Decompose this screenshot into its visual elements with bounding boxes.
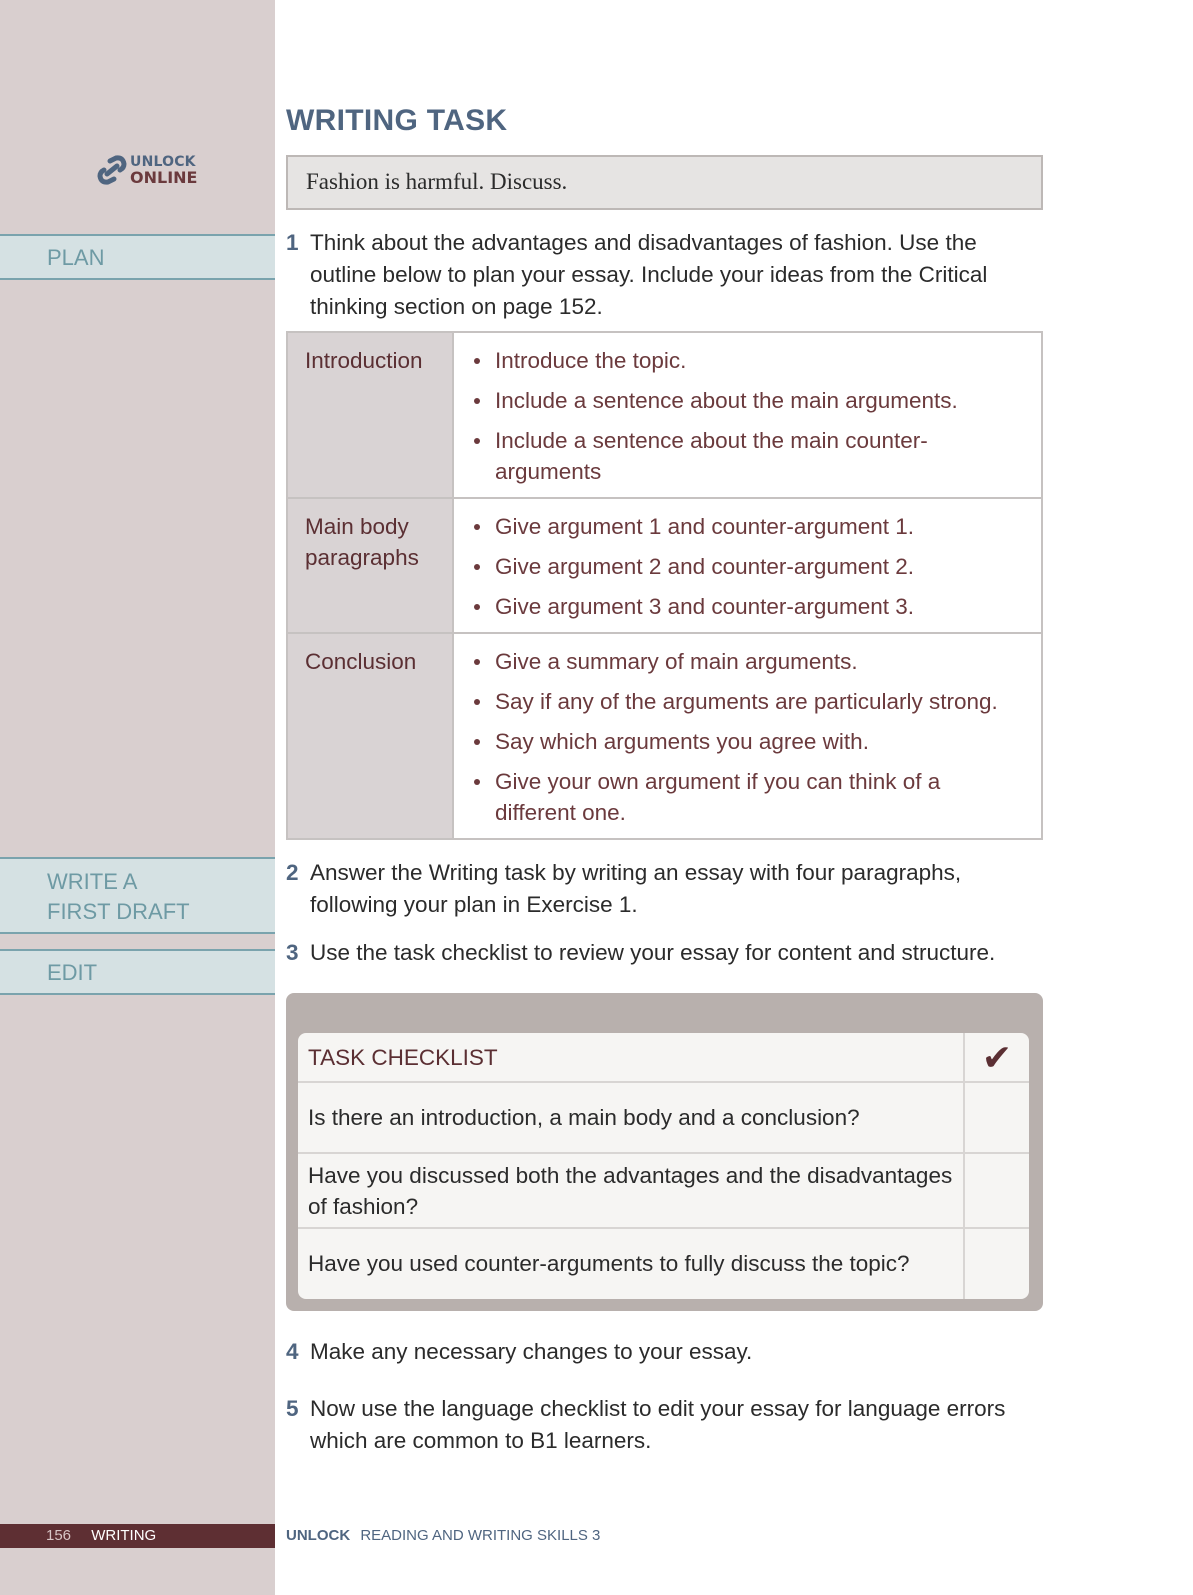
plan-row-main-body (287, 498, 1042, 633)
section-name: WRITING (91, 1527, 157, 1544)
sidebar-tab-plan[interactable] (0, 234, 275, 280)
plan-row-items (453, 633, 1042, 839)
exercise-text: Answer the Writing task by writing an essay with four paragraphs, following your plan in Exercise 1. (310, 860, 962, 917)
page-footer-left (0, 1524, 275, 1548)
exercise-number: 4 (286, 1339, 299, 1364)
sidebar (0, 0, 275, 1595)
page-footer-right (286, 1526, 600, 1546)
plan-item: Include a sentence about the main counter-arguments (471, 425, 1024, 487)
sidebar-tab-label: EDIT (47, 960, 98, 985)
exercise-4 (286, 1336, 1046, 1368)
exercise-number: 5 (286, 1396, 299, 1421)
logo-line1: UNLOCK (130, 154, 196, 170)
checklist-question: Have you discussed both the advantages and the disadvantages of fashion? (298, 1154, 963, 1228)
plan-row-introduction (287, 332, 1042, 498)
sidebar-tab-edit[interactable] (0, 949, 275, 995)
writing-prompt: Fashion is harmful. Discuss. (306, 169, 568, 194)
task-checklist (298, 1033, 1029, 1299)
checklist-row (298, 1083, 1029, 1154)
exercise-2 (286, 857, 1046, 921)
checkmark-icon: ✔ (963, 1033, 1029, 1083)
plan-row-label: Introduction (287, 332, 453, 498)
plan-item: Give argument 2 and counter-argument 2. (471, 551, 1024, 582)
checklist-checkbox[interactable] (963, 1229, 1029, 1299)
plan-row-items (453, 498, 1042, 633)
checklist-row (298, 1154, 1029, 1228)
logo-line2: ONLINE (130, 168, 198, 187)
exercise-5 (286, 1393, 1046, 1457)
unlock-online-logo[interactable] (96, 154, 197, 186)
checklist-checkbox[interactable] (963, 1083, 1029, 1154)
checklist-question: Is there an introduction, a main body and a conclusion? (298, 1083, 963, 1154)
plan-item: Introduce the topic. (471, 345, 1024, 376)
plan-item: Give argument 3 and counter-argument 3. (471, 591, 1024, 622)
plan-row-conclusion (287, 633, 1042, 839)
plan-item: Give argument 1 and counter-argument 1. (471, 511, 1024, 542)
checklist-checkbox[interactable] (963, 1154, 1029, 1228)
exercise-text: Now use the language checklist to edit your essay for language errors which are common to B1 learners. (310, 1396, 1006, 1453)
sidebar-tab-write-first-draft[interactable] (0, 857, 275, 934)
exercise-number: 1 (286, 230, 299, 255)
writing-prompt-box (286, 155, 1043, 210)
checklist-row (298, 1229, 1029, 1299)
task-checklist-panel (286, 993, 1043, 1311)
sidebar-tab-label: PLAN (47, 245, 105, 270)
footer-book-title: READING AND WRITING SKILLS 3 (360, 1527, 601, 1544)
sidebar-tab-label-line2: FIRST DRAFT (47, 899, 190, 924)
exercise-number: 2 (286, 860, 299, 885)
plan-row-label: Main body paragraphs (287, 498, 453, 633)
exercise-text: Think about the advantages and disadvantages of fashion. Use the outline below to plan your essay. Include your ideas from the Critical thinking section on page 152. (310, 230, 988, 319)
chain-link-icon (96, 154, 128, 186)
page-number: 156 (46, 1527, 72, 1544)
plan-item: Say if any of the arguments are particularly strong. (471, 686, 1024, 717)
plan-item: Include a sentence about the main arguments. (471, 385, 1024, 416)
sidebar-tab-label-line1: WRITE A (47, 869, 138, 894)
footer-brand: UNLOCK (286, 1527, 351, 1544)
exercise-3 (286, 937, 1046, 969)
page-title: WRITING TASK (286, 104, 508, 137)
plan-row-items (453, 332, 1042, 498)
exercise-text: Make any necessary changes to your essay. (310, 1339, 753, 1364)
checklist-title: TASK CHECKLIST (298, 1033, 963, 1083)
plan-item: Say which arguments you agree with. (471, 726, 1024, 757)
exercise-1 (286, 227, 1046, 323)
plan-row-label: Conclusion (287, 633, 453, 839)
plan-item: Give a summary of main arguments. (471, 646, 1024, 677)
essay-plan-table (286, 331, 1043, 840)
logo-text (130, 155, 197, 185)
checklist-question: Have you used counter-arguments to fully discuss the topic? (308, 1251, 910, 1277)
exercise-text: Use the task checklist to review your essay for content and structure. (310, 940, 996, 965)
plan-item: Give your own argument if you can think of a different one. (471, 766, 1024, 828)
exercise-number: 3 (286, 940, 299, 965)
checklist-header-row (298, 1033, 1029, 1083)
